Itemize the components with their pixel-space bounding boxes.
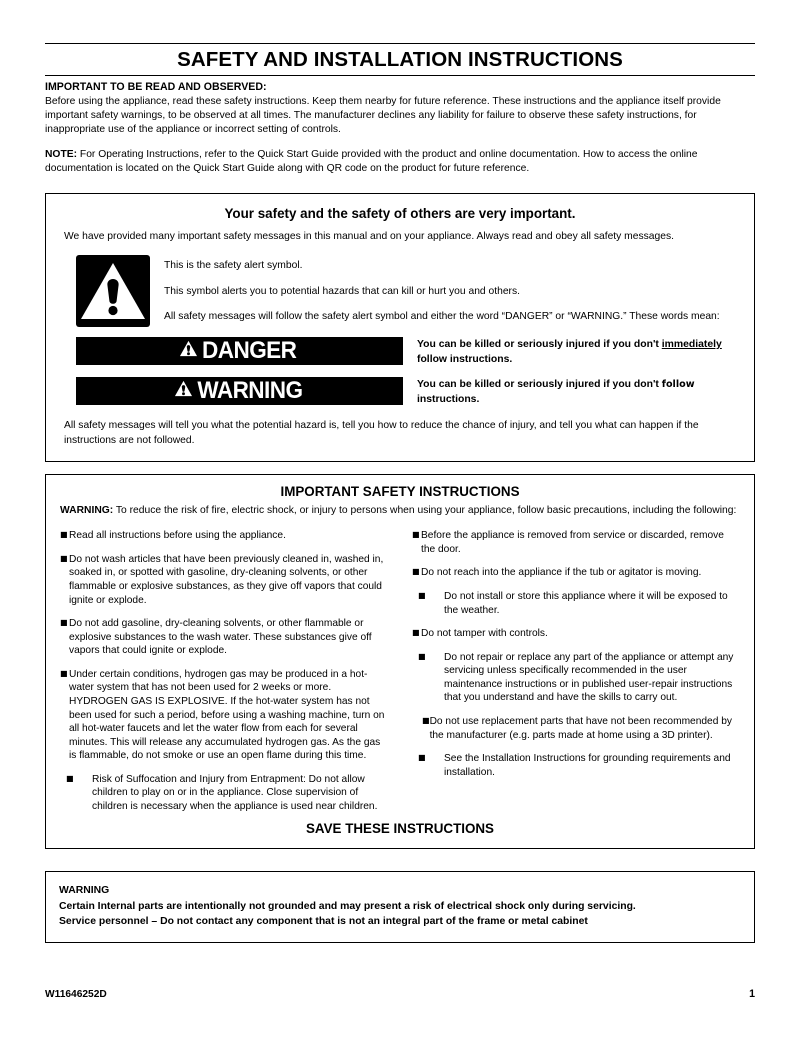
bullet-square-icon: ■	[66, 773, 74, 783]
safety-box-footer: All safety messages will tell you what the potential hazard is, tell you how to reduce the chance of injury, and tell you what can happen if the instructions are not followed.	[64, 420, 699, 447]
bullet-square-icon: ■	[60, 553, 68, 563]
bullet-square-icon: ■	[60, 530, 68, 540]
safety-bullet-text: Do not use replacement parts that have not been recommended by the manufacturer (e.g. parts made at home using a 3D printer).	[429, 715, 732, 741]
page-footer	[45, 988, 755, 1000]
isi-columns	[60, 529, 740, 823]
save-these-instructions: SAVE THESE INSTRUCTIONS	[306, 821, 494, 837]
isi-warning-label: WARNING:	[60, 505, 114, 517]
safety-bullet-text: Read all instructions before using the appliance.	[69, 530, 286, 542]
document-code: W11646252D	[45, 989, 107, 1001]
document-page	[45, 0, 755, 1037]
bullet-square-icon: ■	[60, 668, 68, 678]
bottom-warning-line-3: Service personnel – Do not contact any component that is not an integral part of the frame or metal cabinet	[59, 916, 588, 928]
safety-bullet-text: Under certain conditions, hydrogen gas may be produced in a hot-water system that has not been used for 2 weeks or more. HYDROGEN GAS IS EXPLOSIVE. If the hot-water system has not been used for such a period, before using a washing machine, turn on all hot-water faucets and let the water flow from each for several minutes. This will release any accumulated hydrogen gas. As the gas is flammable, do not smoke or use an open flame during this time.	[69, 668, 385, 762]
title-rule-bottom	[45, 75, 755, 76]
safety-bullet-item	[412, 715, 740, 742]
isi-warning-paragraph	[60, 504, 740, 518]
safety-bullet-item	[60, 668, 388, 763]
safety-alert-row	[60, 255, 740, 327]
bottom-warning-line-2: Certain Internal parts are intentionally not grounded and may present a risk of electrical shock only during servicing.	[59, 900, 636, 912]
safety-bullet-text: Do not add gasoline, dry-cleaning solvents, or other flammable or explosive substances to the wash water. These substances give off vapors that could ignite or explode.	[69, 618, 372, 657]
warning-row	[60, 377, 740, 408]
safety-bullet-item	[412, 529, 740, 556]
intro-heading: IMPORTANT TO BE READ AND OBSERVED:	[45, 80, 267, 93]
safety-bullet-text: Do not wash articles that have been previously cleaned in, washed in, soaked in, or spotted with gasoline, dry-cleaning solvents, or other flammable or explosive substances, as they give off vapors that could ignite or explode.	[69, 553, 384, 606]
safety-bullet-item	[412, 752, 740, 779]
bullet-square-icon: ■	[412, 628, 420, 638]
isi-right-column	[412, 529, 740, 823]
safety-alert-symbol-icon	[76, 255, 150, 327]
safety-bullet-text: Do not repair or replace any part of the appliance or attempt any servicing unless specifically recommended in the user maintenance instructions or in published user-repair instructions that you understand and have the skills to carry out.	[444, 651, 734, 704]
danger-desc-after: follow instructions.	[417, 353, 513, 365]
danger-label: DANGER	[202, 337, 297, 365]
alert-line-3: All safety messages will follow the safety alert symbol and either the word “DANGER” or “WARNING.” These words mean:	[164, 311, 720, 323]
warning-desc-alt: follow	[661, 378, 695, 390]
safety-message-box	[45, 193, 755, 462]
isi-title: IMPORTANT SAFETY INSTRUCTIONS	[280, 484, 520, 500]
page-title: SAFETY AND INSTALLATION INSTRUCTIONS	[177, 48, 623, 71]
safety-box-lead: We have provided many important safety messages in this manual and on your appliance. Always read and obey all safety messages.	[64, 231, 674, 243]
alert-line-2: This symbol alerts you to potential hazards that can kill or hurt you and others.	[164, 285, 520, 297]
bullet-square-icon: ■	[418, 591, 426, 600]
isi-warning-text: To reduce the risk of fire, electric shock, or injury to persons when using your appliance, follow basic precautions, including the following:	[113, 505, 737, 517]
safety-bullet-item	[60, 773, 388, 814]
safety-bullet-text: Do not install or store this appliance where it will be exposed to the weather.	[444, 591, 728, 616]
intro-note	[45, 148, 755, 176]
note-label: NOTE:	[45, 149, 78, 161]
isi-left-column	[60, 529, 388, 823]
important-safety-instructions-box	[45, 474, 755, 849]
safety-box-title: Your safety and the safety of others are very important.	[224, 206, 576, 222]
safety-bullet-text: Risk of Suffocation and Injury from Entrapment: Do not allow children to play on or in the appliance. Close supervision of children is necessary when the appliance is used near children.	[92, 773, 378, 812]
safety-bullet-item	[412, 566, 740, 580]
warning-label: WARNING	[196, 376, 303, 404]
bullet-square-icon: ■	[418, 651, 426, 661]
warning-bar	[76, 377, 403, 405]
safety-alert-text-column	[164, 255, 740, 324]
safety-bullet-item	[412, 651, 740, 705]
signal-word-block	[60, 337, 740, 407]
safety-bullet-text: Before the appliance is removed from service or discarded, remove the door.	[421, 530, 724, 555]
note-text: For Operating Instructions, refer to the Quick Start Guide provided with the product and online documentation. How to access the online documentation is located on the Quick Start Guide along with QR code on the product for future reference.	[45, 149, 698, 175]
bullet-square-icon: ■	[60, 618, 68, 628]
danger-desc-before: You can be killed or seriously injured if you don't	[417, 339, 662, 351]
safety-bullet-text: Do not reach into the appliance if the tub or agitator is moving.	[421, 567, 702, 579]
danger-desc-underlined: immediately	[661, 339, 722, 351]
bullet-square-icon: ■	[412, 567, 420, 577]
danger-row	[60, 337, 740, 368]
bullet-square-icon: ■	[412, 530, 420, 540]
grounding-warning-box	[45, 871, 755, 943]
bullet-square-icon: ■	[422, 715, 430, 725]
warning-description	[403, 377, 740, 408]
danger-alert-triangle-icon	[179, 339, 198, 363]
warning-desc-before: You can be killed or seriously injured if you don't	[417, 378, 662, 390]
danger-description	[403, 337, 740, 368]
bullet-square-icon: ■	[418, 753, 426, 763]
safety-bullet-item	[60, 617, 388, 658]
warning-desc-after: instructions.	[417, 393, 480, 405]
safety-bullet-text: Do not tamper with controls.	[421, 628, 548, 640]
bottom-warning-line-1: WARNING	[59, 885, 110, 897]
intro-paragraph: Before using the appliance, read these safety instructions. Keep them nearby for future reference. These instructions and the appliance itself provide important safety warnings, to be observed at all times. The manufacturer declines any liability for failure to observe these safety instructions, for inappropriate use of the appliance or incorrect setting of controls.	[45, 95, 721, 135]
alert-line-1: This is the safety alert symbol.	[164, 260, 303, 272]
safety-bullet-item	[412, 627, 740, 641]
page-number: 1	[749, 988, 755, 1001]
warning-alert-triangle-icon	[174, 379, 193, 403]
danger-bar	[76, 337, 403, 365]
safety-bullet-text: See the Installation Instructions for grounding requirements and installation.	[444, 753, 731, 778]
safety-bullet-item	[60, 553, 388, 607]
safety-bullet-item	[60, 529, 388, 543]
safety-bullet-item	[412, 590, 740, 617]
